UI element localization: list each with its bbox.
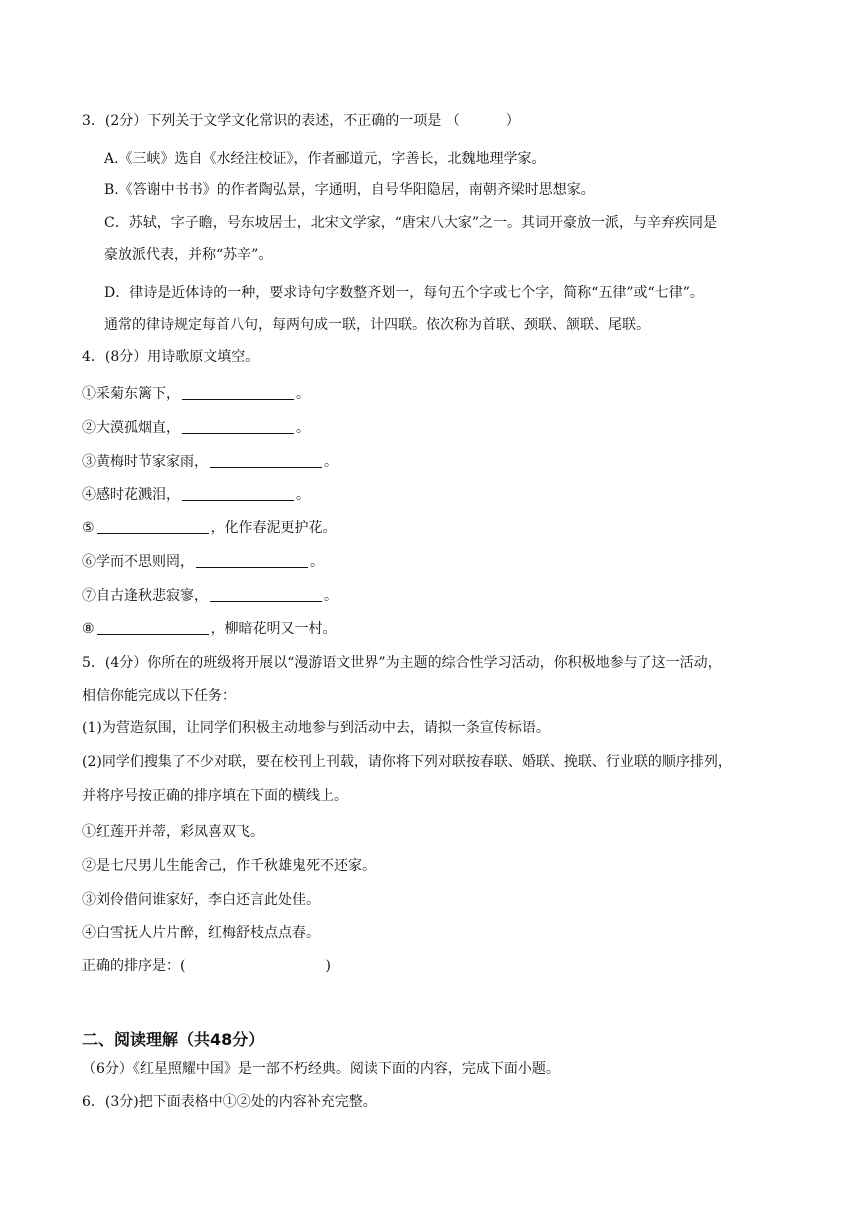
question-3-option-c-line1: C．苏轼，字子瞻，号东坡居士，北宋文学家，“唐宋八大家”之一。其词开豪放一派，与辛弃疾同是 <box>104 215 718 231</box>
question-5-task-1: (1)为营造氛围，让同学们积极主动地参与到活动中去，请拟一条宣传标语。 <box>82 720 550 736</box>
poem-fill-item: ②大漠孤烟直， 。 <box>82 420 310 436</box>
section-title: 二、阅读理解（共48分） <box>82 1030 265 1049</box>
question-3-stem: 3．(2分）下列关于文学文化常识的表述，不正确的一项是 （ ） <box>82 113 520 129</box>
poem-fill-item: ⑦自古逢秋悲寂寥， 。 <box>82 588 338 604</box>
poem-fill-item: ⑤ ，化作春泥更护花。 <box>82 520 337 536</box>
question-3-option-d-line1: D．律诗是近体诗的一种，要求诗句字数整齐划一，每句五个字或七个字，简称“五律”或“七律”。 <box>104 285 704 301</box>
question-4-stem: 4．(8分）用诗歌原文填空。 <box>82 349 260 365</box>
section-intro: （6分）《红星照耀中国》是一部不朽经典。阅读下面的内容，完成下面小题。 <box>82 1061 560 1077</box>
poem-fill-item: ④感时花溅泪， 。 <box>82 487 310 503</box>
answer-blank[interactable] <box>97 519 209 534</box>
couplet-item: ④白雪抚人片片醉，红梅舒枝点点春。 <box>82 925 320 941</box>
poem-fill-item: ⑥学而不思则罔， 。 <box>82 554 324 570</box>
question-6-stem: 6．(3分)把下面表格中①②处的内容补充完整。 <box>82 1094 377 1110</box>
poem-fill-item: ①采菊东篱下， 。 <box>82 386 310 402</box>
poem-fill-item: ⑧ ，柳暗花明又一村。 <box>82 621 337 637</box>
question-5-task-2-line2: 并将序号按正确的排序填在下面的横线上。 <box>82 788 348 804</box>
question-5-answer-line: 正确的排序是：( ) <box>82 958 331 974</box>
question-5-stem-line2: 相信你能完成以下任务： <box>82 688 236 704</box>
couplet-item: ①红莲开并蒂，彩凤喜双飞。 <box>82 824 264 840</box>
question-3-option-d-line2: 通常的律诗规定每首八句，每两句成一联，计四联。依次称为首联、颈联、颔联、尾联。 <box>104 317 650 333</box>
couplet-item: ③刘伶借问谁家好，李白还言此处佳。 <box>82 892 320 908</box>
answer-blank[interactable] <box>182 385 294 400</box>
answer-blank[interactable] <box>182 419 294 434</box>
answer-blank[interactable] <box>210 453 322 468</box>
question-3-option-b: B.《答谢中书书》的作者陶弘景，字通明，自号华阳隐居，南朝齐梁时思想家。 <box>104 182 595 198</box>
question-5-task-2-line1: (2)同学们搜集了不少对联，要在校刊上刊载，请你将下列对联按春联、婚联、挽联、行业联的顺序排列， <box>82 754 732 770</box>
answer-blank[interactable] <box>210 587 322 602</box>
question-3-option-a: A.《三峡》选自《水经注校证》，作者郦道元，字善长，北魏地理学家。 <box>104 151 546 167</box>
answer-blank[interactable] <box>196 553 308 568</box>
answer-blank[interactable] <box>182 486 294 501</box>
question-5-stem-line1: 5．(4分）你所在的班级将开展以“漫游语文世界”为主题的综合性学习活动，你积极地参与了这一活动， <box>82 655 722 671</box>
poem-fill-item: ③黄梅时节家家雨， 。 <box>82 454 338 470</box>
answer-blank[interactable] <box>97 620 209 635</box>
couplet-item: ②是七尺男儿生能舍己，作千秋雄鬼死不还家。 <box>82 858 376 874</box>
question-3-option-c-line2: 豪放派代表，并称“苏辛”。 <box>104 247 273 263</box>
